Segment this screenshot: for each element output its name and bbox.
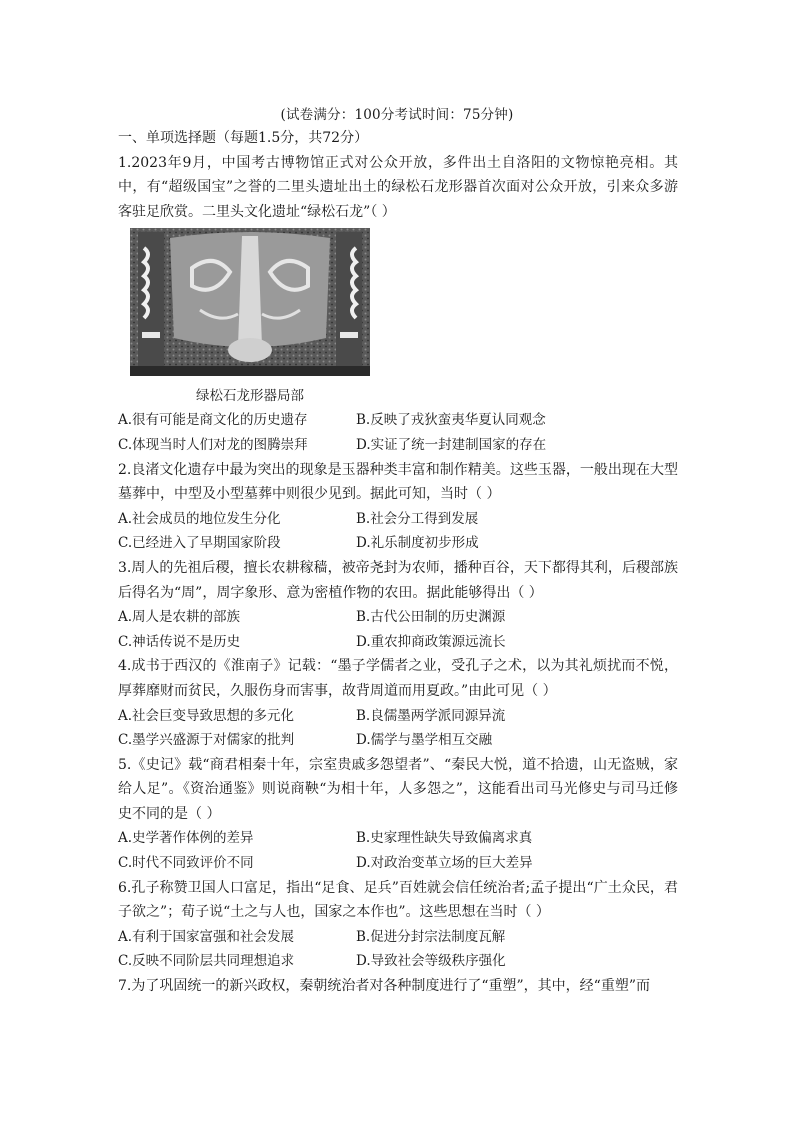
option-b: B.促进分封宗法制度瓦解 bbox=[356, 928, 506, 945]
option-d: D.实证了统一封建制国家的存在 bbox=[356, 436, 547, 453]
exam-content bbox=[118, 126, 678, 999]
option-c: C.神话传说不是历史 bbox=[118, 633, 241, 650]
option-b: B.良儒墨两学派同源异流 bbox=[356, 707, 506, 724]
option-d: D.儒学与墨学相互交融 bbox=[356, 732, 493, 749]
option-a: A.社会巨变导致思想的多元化 bbox=[118, 707, 295, 724]
section-title: 一、单项选择题（每题1.5分，共72分） bbox=[118, 130, 369, 146]
option-c: C.反映不同阶层共同理想追求 bbox=[118, 953, 295, 970]
options bbox=[118, 507, 678, 556]
options bbox=[118, 826, 678, 875]
question-stem: 6.孔子称赞卫国人口富足，指出“足食、足兵”百姓就会信任统治者;孟子提出“广土众民，君子欲之”；荀子说“土之与人也，国家之本作也”。这些思想在当时（ ） bbox=[118, 879, 678, 921]
question-stem: 7.为了巩固统一的新兴政权，秦朝统治者对各种制度进行了“重塑”，其中，经“重塑”而 bbox=[118, 978, 650, 995]
figure bbox=[130, 228, 370, 408]
option-d: D.礼乐制度初步形成 bbox=[356, 535, 479, 552]
option-d: D.导致社会等级秩序强化 bbox=[356, 953, 506, 970]
option-b: B.史家理性缺失导致偏离求真 bbox=[356, 830, 533, 847]
option-d: D.对政治变革立场的巨大差异 bbox=[356, 855, 533, 872]
option-a: A.史学著作体例的差异 bbox=[118, 830, 254, 847]
question-6 bbox=[118, 876, 678, 974]
option-c: C.体现当时人们对龙的图腾崇拜 bbox=[118, 436, 308, 453]
question-stem: 5.《史记》载“商君相秦十年，宗室贵戚多怨望者”、“秦民大悦，道不拾遗，山无盗贼，家给人足”。《资治通鉴》则说商鞅“为相十年，人多怨之”，这能看出司马光修史与司马迁修史不同的是（ ） bbox=[118, 756, 678, 822]
option-c: C.已经进入了早期国家阶段 bbox=[118, 535, 281, 552]
options bbox=[118, 704, 678, 753]
option-b: B.社会分工得到发展 bbox=[356, 510, 479, 527]
question-stem: 3.周人的先祖后稷，擅长农耕稼穑，被帝尧封为农师，播种百谷，天下都得其利，后稷部族后得名为“周”，周字象形、意为密植作物的农田。据此能够得出（ ） bbox=[118, 559, 678, 601]
question-2 bbox=[118, 458, 678, 556]
options bbox=[118, 408, 678, 457]
option-a: A.周人是农耕的部族 bbox=[118, 609, 241, 626]
question-5 bbox=[118, 753, 678, 876]
option-a: A.很有可能是商文化的历史遗存 bbox=[118, 412, 308, 429]
options bbox=[118, 925, 678, 974]
exam-header: (试卷满分：100分考试时间：75分钟) bbox=[280, 107, 514, 123]
option-c: C.时代不同致评价不同 bbox=[118, 855, 254, 872]
question-3 bbox=[118, 556, 678, 654]
option-c: C.墨学兴盛源于对儒家的批判 bbox=[118, 732, 295, 749]
options bbox=[118, 605, 678, 654]
question-7 bbox=[118, 974, 678, 999]
option-b: B.反映了戎狄蛮夷华夏认同观念 bbox=[356, 412, 546, 429]
option-b: B.古代公田制的历史渊源 bbox=[356, 609, 506, 626]
question-stem: 4.成书于西汉的《淮南子》记载：“墨子学儒者之业，受孔子之术，以为其礼烦扰而不悦，厚葬靡财而贫民，久服伤身而害事，故背周道而用夏政。”由此可见（ ） bbox=[118, 658, 678, 699]
question-stem: 2.良渚文化遗存中最为突出的现象是玉器种类丰富和制作精美。这些玉器，一般出现在大型墓葬中，中型及小型墓葬中则很少见到。据此可知，当时（ ） bbox=[118, 461, 678, 503]
option-d: D.重农抑商政策源远流长 bbox=[356, 633, 506, 650]
option-a: A.社会成员的地位发生分化 bbox=[118, 510, 281, 527]
question-4 bbox=[118, 654, 678, 752]
question-stem: 1.2023年9月，中国考古博物馆正式对公众开放，多件出土自洛阳的文物惊艳亮相。其中，有“超级国宝”之誉的二里头遗址出土的绿松石龙形器首次面对公众开放，引来众多游客驻足欣赏。二里头文化遗址“绿松石龙”（ ） bbox=[118, 154, 678, 220]
option-a: A.有利于国家富强和社会发展 bbox=[118, 928, 295, 945]
turquoise-dragon-image bbox=[130, 228, 370, 376]
figure-caption: 绿松石龙形器局部 bbox=[196, 388, 304, 405]
question-1 bbox=[118, 151, 678, 458]
